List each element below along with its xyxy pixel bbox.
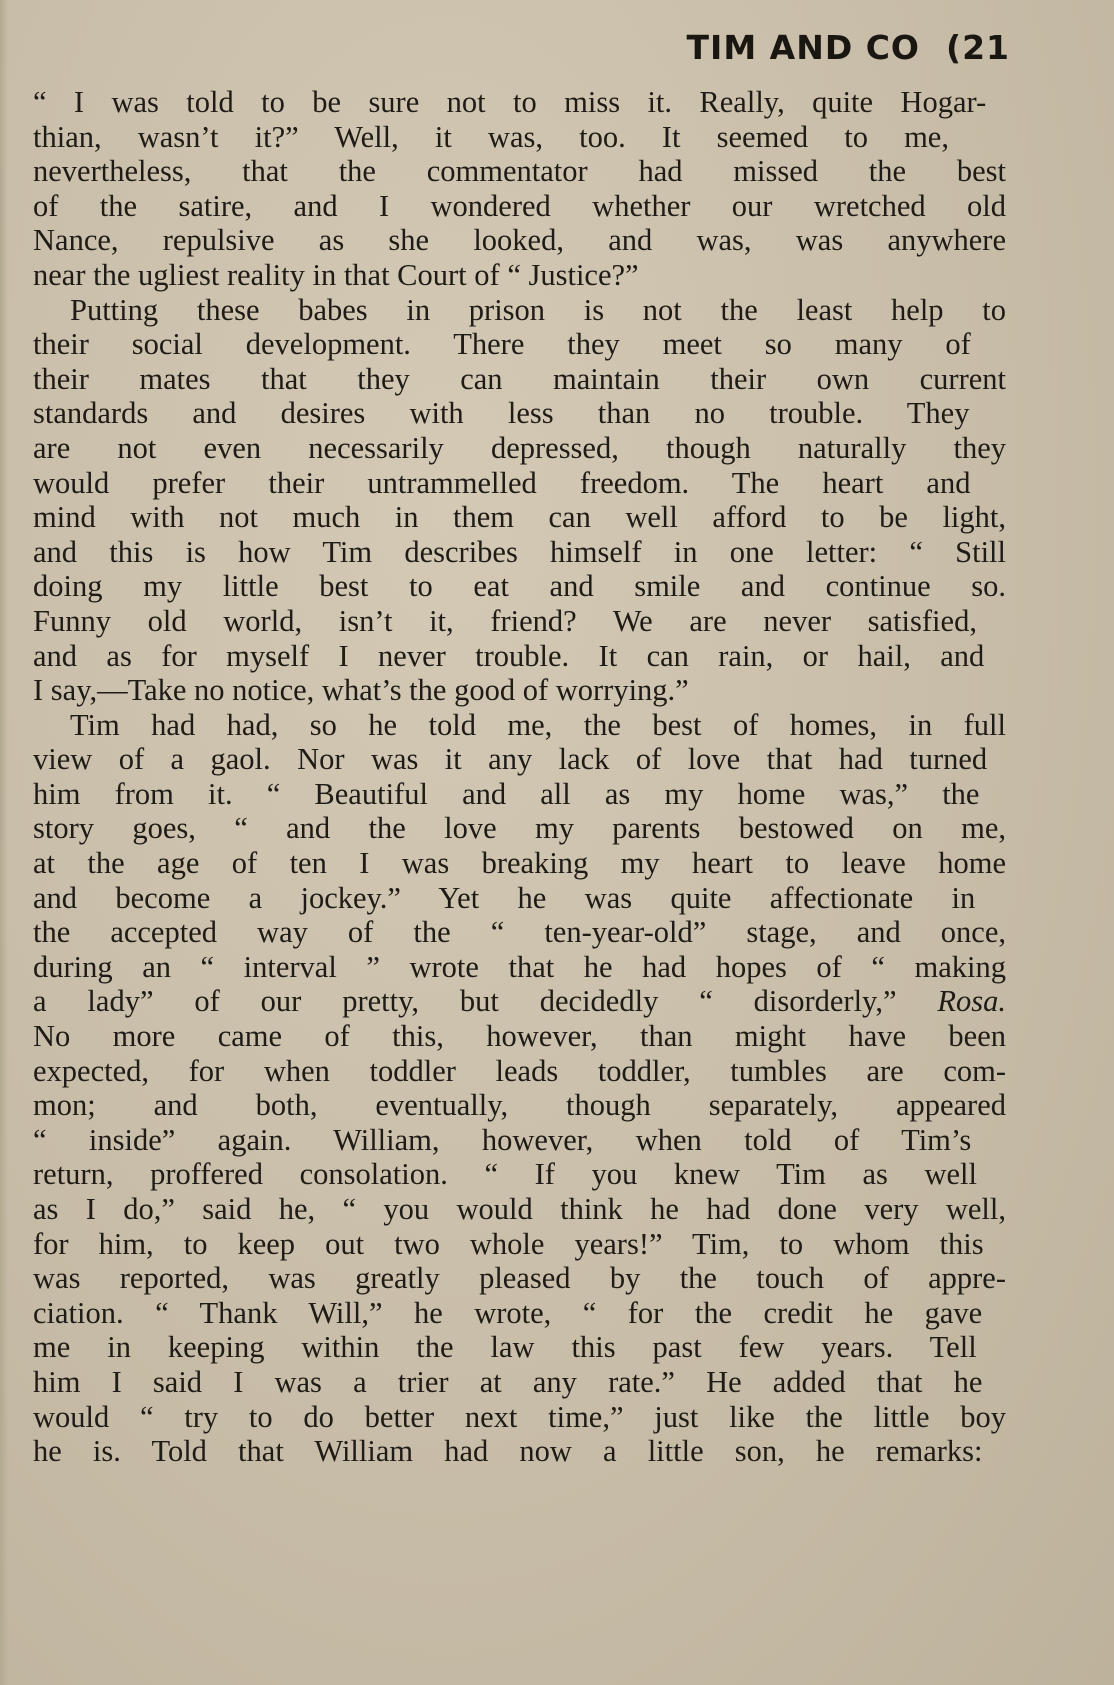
text-line-content: “ inside” again. William, however, when told of Tim’s [33, 1122, 972, 1157]
text-line-content: he is. Told that William had now a little son, he remarks: [33, 1434, 983, 1469]
text-line-content: would “ try to do better next time,” just like the little boy [33, 1399, 1006, 1434]
text-line-content: “ I was told to be sure not to miss it. Really, quite Hogar- [33, 85, 987, 119]
page-gutter-shadow [0, 0, 8, 1685]
text-line [33, 293, 1006, 328]
text-line [33, 604, 1006, 639]
text-line [33, 1192, 1006, 1227]
text-line [33, 535, 1006, 570]
text-line [33, 1227, 1006, 1262]
text-line-content: a lady” of our pretty, but decidedly “ disorderly,” [33, 984, 897, 1019]
text-line [33, 1157, 1006, 1192]
text-line-content: and this is how Tim describes himself in one letter: “ Still [33, 534, 1006, 569]
text-line-content: was reported, was greatly pleased by the touch of appre- [33, 1261, 1006, 1296]
text-line [33, 708, 1006, 743]
text-line [33, 396, 1006, 431]
text-line-content: and become a jockey.” Yet he was quite affectionate in [33, 880, 976, 915]
text-line [33, 431, 1006, 466]
text-line-content: the accepted way of the “ ten-year-old” stage, and once, [33, 915, 1006, 950]
text-line-content: would prefer their untrammelled freedom. The heart and [33, 465, 971, 500]
text-line-content: doing my little best to eat and smile and continue so. [33, 569, 1006, 604]
text-line-content: thian, wasn’t it?” Well, it was, too. It seemed to me, [33, 119, 949, 154]
text-line-content: of the satire, and I wondered whether our wretched old [33, 188, 1006, 223]
text-line-content: for him, to keep out two whole years!” Tim, to whom this [33, 1226, 984, 1261]
text-line [33, 673, 1006, 708]
text-line [33, 1330, 1006, 1365]
text-line-content: expected, for when toddler leads toddler, tumbles are com- [33, 1053, 1006, 1088]
text-line [33, 466, 1006, 501]
running-head [687, 28, 1010, 67]
text-line [33, 811, 1006, 846]
text-line [33, 1365, 1006, 1400]
text-line [33, 1400, 1006, 1435]
text-line-content: him I said I was a trier at any rate.” He added that he [33, 1364, 983, 1399]
text-line-content: their social development. There they meet so many of [33, 327, 971, 362]
text-line [33, 1434, 1006, 1469]
italic-name: Rosa. [937, 984, 1006, 1019]
text-line [33, 500, 1006, 535]
text-line [33, 154, 1006, 189]
text-line-content: at the age of ten I was breaking my heart to leave home [33, 846, 1006, 881]
text-line [33, 984, 1006, 1019]
text-line-content: me in keeping within the law this past few years. Tell [33, 1330, 977, 1365]
text-line-content: Nance, repulsive as she looked, and was, was anywhere [33, 223, 1006, 258]
text-line-content: No more came of this, however, than might have been [33, 1019, 1006, 1054]
text-line [33, 327, 1006, 362]
body-text [33, 85, 1006, 1469]
text-line-content: and as for myself I never trouble. It can rain, or hail, and [33, 638, 985, 673]
running-title: TIM AND CO [686, 28, 920, 67]
text-line [33, 120, 1006, 155]
text-line-content: standards and desires with less than no trouble. They [33, 396, 970, 431]
text-line [33, 915, 1006, 950]
page-number: (21 [945, 28, 1010, 67]
text-line [33, 569, 1006, 604]
text-line-content: mon; and both, eventually, though separately, appeared [33, 1088, 1006, 1123]
text-line [33, 742, 1006, 777]
text-line [33, 223, 1006, 258]
text-line-content: nevertheless, that the commentator had missed the best [33, 154, 1006, 189]
text-line [33, 189, 1006, 224]
text-line-content: near the ugliest reality in that Court of “ Justice?” [33, 257, 639, 292]
text-line [33, 1054, 1006, 1089]
text-line [33, 639, 1006, 674]
text-line-content: are not even necessarily depressed, though naturally they [33, 430, 1006, 465]
text-line-content: return, proffered consolation. “ If you knew Tim as well [33, 1157, 977, 1192]
text-line-content: Tim had had, so he told me, the best of homes, in full [70, 707, 1006, 742]
text-line [33, 1088, 1006, 1123]
text-line-content: view of a gaol. Nor was it any lack of love that had turned [33, 742, 988, 777]
text-line-content: him from it. “ Beautiful and all as my home was,” the [33, 776, 980, 811]
text-line [33, 777, 1006, 812]
text-line-content: ciation. “ Thank Will,” he wrote, “ for the credit he gave [33, 1295, 983, 1330]
text-line-content: Putting these babes in prison is not the least help to [70, 292, 1006, 327]
text-line [33, 362, 1006, 397]
text-line [33, 846, 1006, 881]
text-line-content: I say,—Take no notice, what’s the good of worrying.” [33, 673, 689, 708]
text-line [33, 881, 1006, 916]
text-line [33, 258, 1006, 293]
text-line [33, 1123, 1006, 1158]
text-line-content: Funny old world, isn’t it, friend? We are never satisfied, [33, 603, 977, 638]
text-line-content: story goes, “ and the love my parents bestowed on me, [33, 811, 1006, 846]
text-line [33, 1296, 1006, 1331]
text-line-content: their mates that they can maintain their own current [33, 361, 1006, 396]
text-line-content: mind with not much in them can well afford to be light, [33, 500, 1006, 535]
text-line [33, 1261, 1006, 1296]
text-line [33, 950, 1006, 985]
text-line [33, 1019, 1006, 1054]
text-line [33, 85, 1006, 120]
text-line-content: as I do,” said he, “ you would think he had done very well, [33, 1192, 1006, 1226]
text-line-content: during an “ interval ” wrote that he had hopes of “ making [33, 949, 1006, 984]
